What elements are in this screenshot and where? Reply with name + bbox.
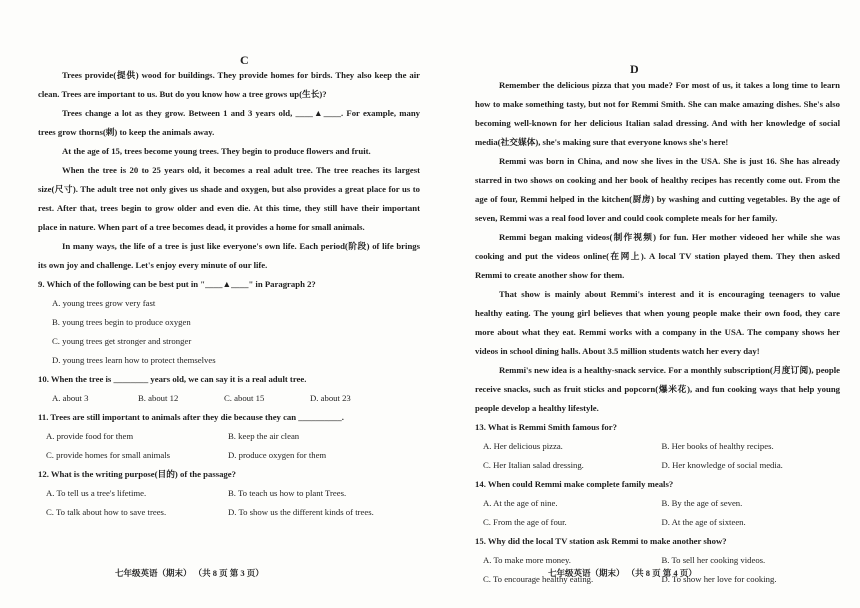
option: C. young trees get stronger and stronger xyxy=(52,336,192,346)
option: A. At the age of nine. xyxy=(483,498,558,508)
option: B. keep the air clean xyxy=(228,431,300,441)
option: C. Her Italian salad dressing. xyxy=(483,460,584,470)
right-page xyxy=(430,0,860,608)
options-row xyxy=(475,513,840,532)
option: A. To tell us a tree's lifetime. xyxy=(46,488,147,498)
option: D. Her knowledge of social media. xyxy=(661,460,783,470)
options-row xyxy=(38,446,420,465)
page-footer: 七年级英语（期末） （共 8 页 第 4 页） xyxy=(548,568,697,578)
options-row xyxy=(38,484,420,503)
options-row xyxy=(475,456,840,475)
option: D. produce oxygen for them xyxy=(228,450,327,460)
option: C. To encourage healthy eating. xyxy=(483,574,594,584)
option: D. To show her love for cooking. xyxy=(661,574,777,584)
question-14: 14. When could Remmi make complete family meals? xyxy=(475,479,674,489)
paragraph: Remmi was born in China, and now she lives in the USA. She is just 16. She has already starred in two shows on cooking and her book of healthy recipes has recently come out. From the age of four, Remmi helped in the kitchen(厨房) by washing and cutting vegetables. By the age of seven, Remmi was a real food lover and could cook complete meals for her family. xyxy=(475,156,840,223)
option: A. about 3 xyxy=(52,393,89,403)
option: C. From the age of four. xyxy=(483,517,567,527)
options-row xyxy=(475,437,840,456)
option: B. To teach us how to plant Trees. xyxy=(228,488,347,498)
option: C. To talk about how to save trees. xyxy=(46,507,167,517)
paragraph: At the age of 15, trees become young trees. They begin to produce flowers and fruit. xyxy=(62,146,371,156)
option: B. Her books of healthy recipes. xyxy=(661,441,774,451)
paragraph: When the tree is 20 to 25 years old, it becomes a real adult tree. The tree reaches its largest size(尺寸). The adult tree not only gives us shade and oxygen, but also provides a great place for us to rest. After that, trees begin to grow older and even die. At this time, they still have their important place in nature. When part of a tree becomes dead, it provides a home for small animals. xyxy=(38,165,420,232)
option: D. about 23 xyxy=(310,393,351,403)
option: A. Her delicious pizza. xyxy=(483,441,563,451)
paragraph: Remember the delicious pizza that you made? For most of us, it takes a long time to learn how to make something tasty, but not for Remmi Smith. She can make amazing dishes. She's also becoming well-known for her delicious Italian salad dressing. And with her knowledge of social media(社交媒体), she's making sure that everyone knows she's here! xyxy=(475,80,840,147)
option: D. At the age of sixteen. xyxy=(661,517,746,527)
question-13: 13. What is Remmi Smith famous for? xyxy=(475,422,617,432)
question-12: 12. What is the writing purpose(目的) of the passage? xyxy=(38,469,236,479)
options-row xyxy=(38,389,420,408)
option: C. about 15 xyxy=(224,393,265,403)
paragraph: Remmi's new idea is a healthy-snack service. For a monthly subscription(月度订阅), people receive snacks, such as fruit sticks and popcorn(爆米花), and fun cooking ways that help young people develop a healthy lifestyle. xyxy=(475,365,840,413)
option: A. young trees grow very fast xyxy=(52,298,156,308)
passage-c xyxy=(38,66,420,522)
option: B. about 12 xyxy=(138,393,179,403)
question-11: 11. Trees are still important to animals after they die because they can __________. xyxy=(38,412,344,422)
options-row xyxy=(38,503,420,522)
paragraph: Trees provide(提供) wood for buildings. They provide homes for birds. They also keep the air clean. Trees are important to us. But do you know how a tree grows up(生长)? xyxy=(38,70,420,99)
option: C. provide homes for small animals xyxy=(46,450,171,460)
question-15: 15. Why did the local TV station ask Remmi to make another show? xyxy=(475,536,727,546)
paragraph: Trees change a lot as they grow. Between 1 and 3 years old, ____▲____. For example, many trees grow thorns(刺) to keep the animals away. xyxy=(38,108,420,137)
section-title-c: C xyxy=(240,53,249,67)
option: B. To sell her cooking videos. xyxy=(661,555,766,565)
question-10: 10. When the tree is ________ years old, we can say it is a real adult tree. xyxy=(38,374,307,384)
passage-d xyxy=(475,76,840,589)
option: A. provide food for them xyxy=(46,431,134,441)
question-9: 9. Which of the following can be best put in "____▲____" in Paragraph 2? xyxy=(38,279,316,289)
section-title-d: D xyxy=(630,62,639,76)
option: D. To show us the different kinds of trees. xyxy=(228,507,374,517)
options-row xyxy=(38,427,420,446)
options-row xyxy=(475,494,840,513)
option: B. By the age of seven. xyxy=(661,498,743,508)
option: A. To make more money. xyxy=(483,555,571,565)
option: D. young trees learn how to protect themselves xyxy=(52,355,216,365)
paragraph: In many ways, the life of a tree is just like everyone's own life. Each period(阶段) of life brings its own joy and challenge. Let's enjoy every minute of our life. xyxy=(38,241,420,270)
paragraph: That show is mainly about Remmi's interest and it is encouraging teenagers to value healthy eating. The young girl believes that when young people make their own food, they care more about what they eat. Remmi works with a company in the USA. The company shows her videos in school dining halls. About 3.5 million students watch her every day! xyxy=(475,289,840,356)
option: B. young trees begin to produce oxygen xyxy=(52,317,191,327)
paragraph: Remmi began making videos(制作视频) for fun. Her mother videoed her while she was cooking and put the videos online(在网上). A local TV station played them. They then asked Remmi to create another show for them. xyxy=(475,232,840,280)
page-footer: 七年级英语（期末） （共 8 页 第 3 页） xyxy=(115,568,264,578)
